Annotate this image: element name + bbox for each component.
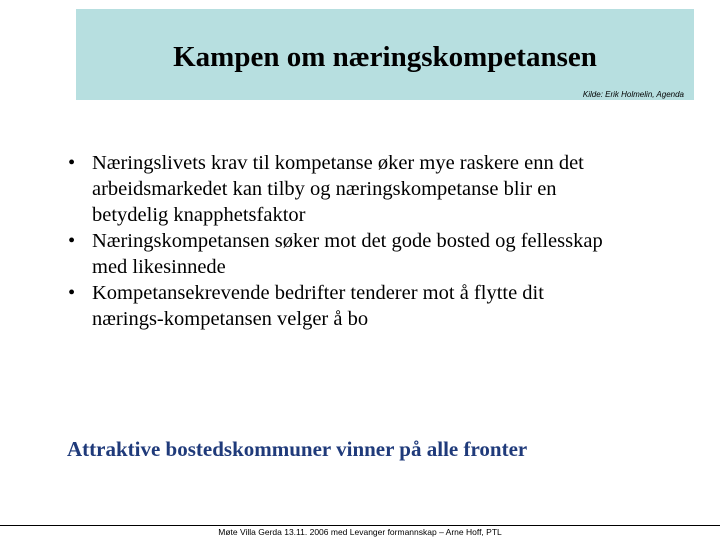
source-credit: Kilde: Erik Holmelin, Agenda [582, 90, 684, 99]
bullet-item [60, 280, 620, 332]
bullet-text: Næringskompetansen søker mot det gode bosted og fellesskap med likesinnede [92, 230, 603, 278]
title-box [76, 9, 694, 100]
bullet-marker: • [68, 152, 76, 174]
bullet-item [60, 228, 620, 280]
bullet-list [60, 150, 620, 332]
bullet-item [60, 150, 620, 228]
slide-title: Kampen om næringskompetansen [173, 41, 597, 73]
bullet-text: Kompetansekrevende bedrifter tenderer mot å flytte dit nærings-kompetansen velger å bo [92, 282, 544, 330]
conclusion-statement: Attraktive bostedskommuner vinner på alle fronter [67, 437, 528, 461]
bullet-marker: • [68, 230, 76, 252]
footer-text: Møte Villa Gerda 13.11. 2006 med Levanger formannskap – Arne Hoff, PTL [218, 527, 502, 537]
bullet-marker: • [68, 282, 76, 304]
footer-divider [0, 525, 720, 526]
bullet-text: Næringslivets krav til kompetanse øker mye raskere enn det arbeidsmarkedet kan tilby og næringskompetanse blir en betydelig knapphetsfaktor [92, 152, 584, 226]
